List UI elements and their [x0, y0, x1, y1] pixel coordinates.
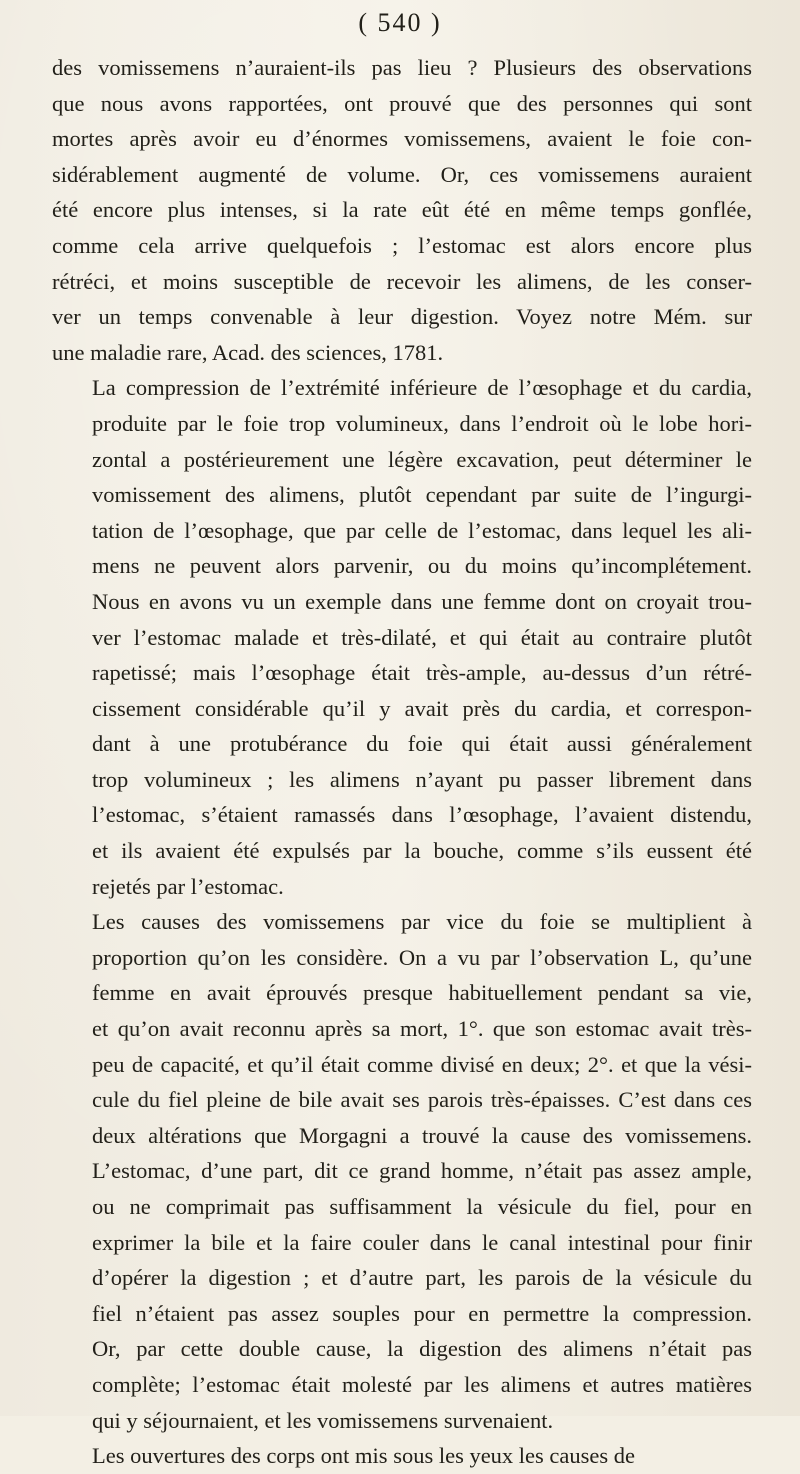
text-line: Les ouvertures des corps ont mis sous les yeux les causes de — [92, 1443, 636, 1469]
page-number: ( 540 ) — [358, 8, 442, 37]
text-line: rétréci, et moins susceptible de recevoir les alimens, de les conser- — [52, 268, 752, 294]
text-line: cissement considérable qu’il y avait près du cardia, et correspon- — [92, 695, 752, 721]
text-line: l’estomac, s’étaient ramassés dans l’œsophage, l’avaient distendu, — [92, 802, 752, 828]
paragraph — [52, 904, 752, 1438]
body-text — [52, 50, 752, 1474]
text-line: mens ne peuvent alors parvenir, ou du moins qu’incomplétement. — [92, 553, 752, 579]
text-line: L’estomac, d’une part, dit ce grand homme, n’était pas assez ample, — [92, 1158, 752, 1184]
text-line: qui y séjournaient, et les vomissemens survenaient. — [92, 1407, 554, 1433]
text-line: comme cela arrive quelquefois ; l’estomac est alors encore plus — [52, 232, 752, 258]
text-line: rejetés par l’estomac. — [92, 873, 284, 899]
text-line: tation de l’œsophage, que par celle de l’estomac, dans lequel les ali- — [92, 517, 752, 543]
text-line: Nous en avons vu un exemple dans une femme dont on croyait trou- — [92, 588, 752, 614]
text-line: proportion qu’on les considère. On a vu par l’observation L, qu’une — [92, 944, 752, 970]
text-line: une maladie rare, Acad. des sciences, 1781. — [52, 339, 444, 365]
text-line: produite par le foie trop volumineux, dans l’endroit où le lobe hori- — [92, 410, 752, 436]
text-line: zontal a postérieurement une légère excavation, peut déterminer le — [92, 446, 752, 472]
paragraph — [52, 370, 752, 904]
text-line: La compression de l’extrémité inférieure de l’œsophage et du cardia, — [92, 375, 752, 401]
text-line: femme en avait éprouvés presque habituellement pendant sa vie, — [92, 980, 752, 1006]
text-line: ou ne comprimait pas suffisamment la vésicule du fiel, pour en — [92, 1194, 752, 1219]
text-line: Or, par cette double cause, la digestion des alimens n’était pas — [92, 1336, 752, 1362]
text-line: des vomissemens n’auraient-ils pas lieu ? Plusieurs des observations — [52, 55, 752, 80]
paragraph — [52, 1438, 752, 1474]
text-line: deux altérations que Morgagni a trouvé la cause des vomissemens. — [92, 1122, 752, 1148]
text-line: et qu’on avait reconnu après sa mort, 1°. que son estomac avait très- — [92, 1016, 752, 1042]
text-line: et ils avaient été expulsés par la bouche, comme s’ils eussent été — [92, 838, 752, 864]
text-line: fiel n’étaient pas assez souples pour en permettre la compression. — [92, 1300, 752, 1326]
text-line: complète; l’estomac était molesté par les alimens et autres matières — [92, 1371, 752, 1397]
text-line: rapetissé; mais l’œsophage était très-ample, au-dessus d’un rétré- — [92, 660, 752, 686]
text-line: ver l’estomac malade et très-dilaté, et qui était au contraire plutôt — [92, 624, 752, 650]
paragraph — [52, 50, 752, 370]
text-line: trop volumineux ; les alimens n’ayant pu passer librement dans — [92, 766, 752, 792]
text-line: exprimer la bile et la faire couler dans le canal intestinal pour finir — [92, 1229, 752, 1255]
text-line: été encore plus intenses, si la rate eût été en même temps gonflée, — [52, 197, 752, 223]
text-line: cule du fiel pleine de bile avait ses parois très-épaisses. C’est dans ces — [92, 1087, 752, 1113]
text-line: d’opérer la digestion ; et d’autre part, les parois de la vésicule du — [92, 1265, 752, 1291]
text-line: sidérablement augmenté de volume. Or, ces vomissemens auraient — [52, 161, 752, 187]
text-line: mortes après avoir eu d’énormes vomissemens, avaient le foie con- — [52, 126, 752, 152]
text-line: vomissement des alimens, plutôt cependant par suite de l’ingurgi- — [92, 482, 752, 508]
text-line: peu de capacité, et qu’il était comme divisé en deux; 2°. et que la vési- — [92, 1051, 752, 1077]
text-line: ver un temps convenable à leur digestion. Voyez notre Mém. sur — [52, 304, 752, 330]
text-line: dant à une protubérance du foie qui était aussi généralement — [92, 731, 752, 757]
text-line: Les causes des vomissemens par vice du foie se multiplient à — [92, 909, 752, 935]
text-line: que nous avons rapportées, ont prouvé que des personnes qui sont — [52, 90, 752, 116]
